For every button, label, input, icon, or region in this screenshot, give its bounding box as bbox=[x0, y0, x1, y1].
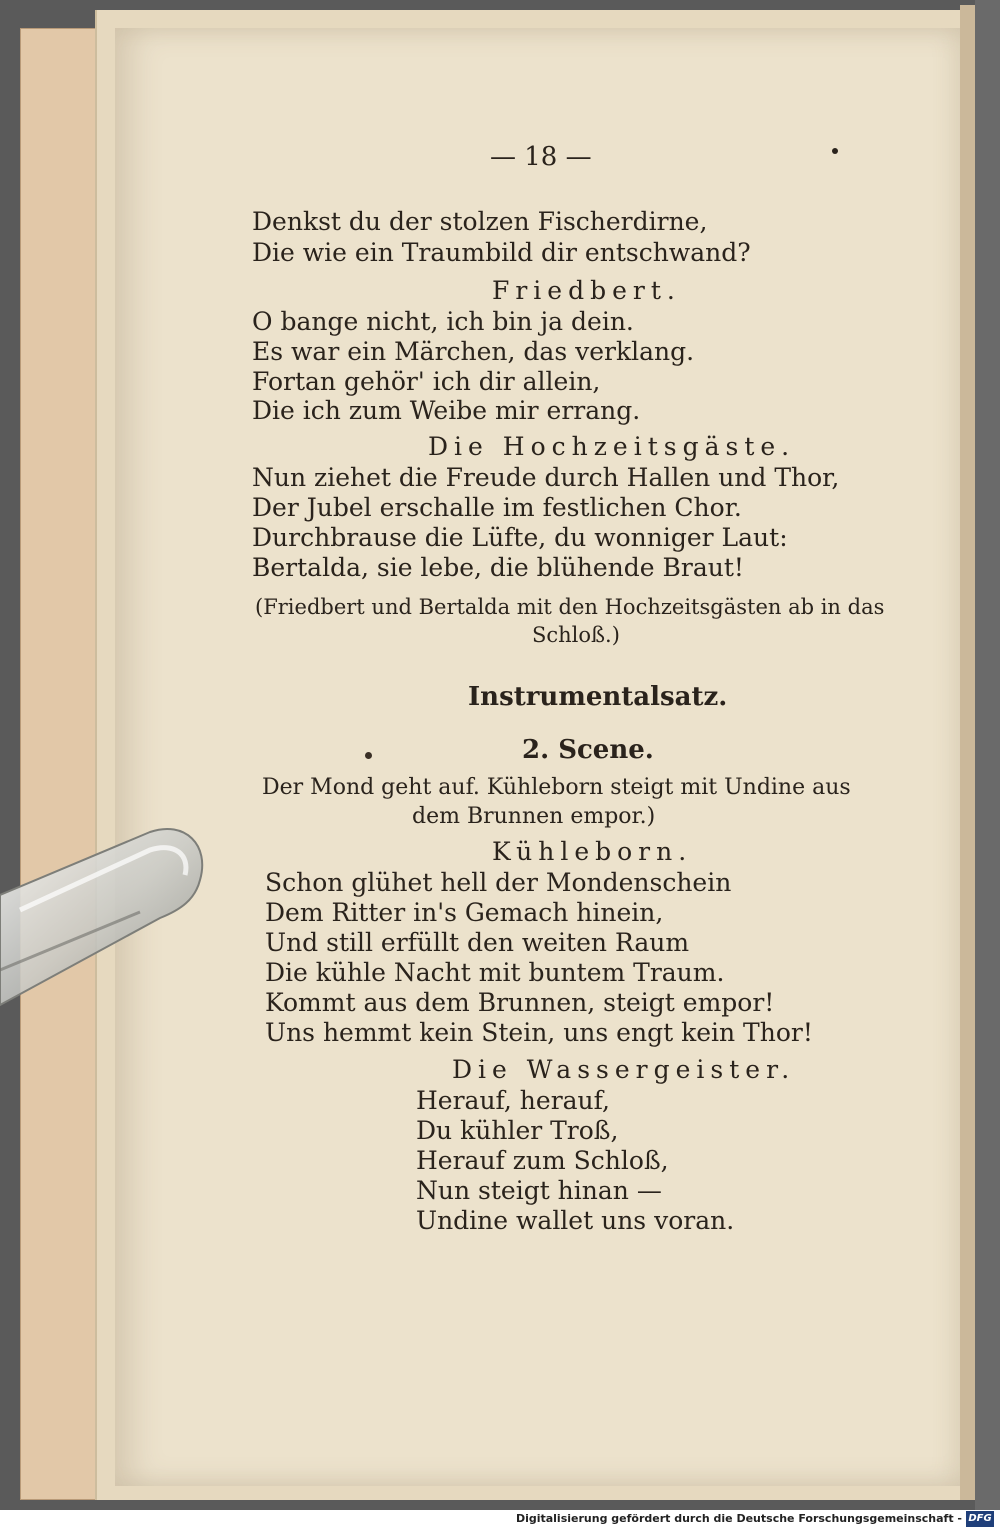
text-line: Herauf, herauf, bbox=[416, 1086, 610, 1115]
stage-direction: (Friedbert und Bertalda mit den Hochzeitsgästen ab in das bbox=[255, 595, 885, 619]
text-line: Die kühle Nacht mit buntem Traum. bbox=[265, 958, 725, 987]
text-line: Bertalda, sie lebe, die blühende Braut! bbox=[252, 553, 744, 582]
speaker-name: Kühleborn. bbox=[492, 837, 693, 866]
text-line: Kommt aus dem Brunnen, steigt empor! bbox=[265, 988, 775, 1017]
footer-credit: Digitalisierung gefördert durch die Deutsche Forschungsgemeinschaft - bbox=[515, 1512, 962, 1525]
text-line: Die wie ein Traumbild dir entschwand? bbox=[252, 238, 751, 267]
stage-direction: Schloß.) bbox=[532, 623, 620, 647]
dfg-logo: DFG bbox=[966, 1511, 994, 1527]
text-line: Der Jubel erschalle im festlichen Chor. bbox=[252, 493, 742, 522]
stage-direction: dem Brunnen empor.) bbox=[412, 804, 656, 829]
page-number: — 18 — bbox=[490, 142, 592, 172]
footer-bar bbox=[0, 1510, 1000, 1530]
text-line: Durchbrause die Lüfte, du wonniger Laut: bbox=[252, 523, 788, 552]
speaker-name: Die Wassergeister. bbox=[452, 1055, 796, 1084]
scan-edge bbox=[975, 0, 1000, 1510]
ink-speck bbox=[365, 752, 372, 759]
text-line: Schon glühet hell der Mondenschein bbox=[265, 868, 732, 897]
text-line: Nun steigt hinan — bbox=[416, 1176, 662, 1205]
text-line: Dem Ritter in's Gemach hinein, bbox=[265, 898, 664, 927]
text-line: Es war ein Märchen, das verklang. bbox=[252, 337, 695, 366]
text-line: Du kühler Troß, bbox=[416, 1116, 619, 1145]
text-line: Fortan gehör' ich dir allein, bbox=[252, 367, 601, 396]
section-heading: Instrumentalsatz. bbox=[468, 682, 728, 712]
text-line: Denkst du der stolzen Fischerdirne, bbox=[252, 207, 708, 236]
text-line: Undine wallet uns voran. bbox=[416, 1206, 735, 1235]
scene-heading: 2. Scene. bbox=[522, 735, 654, 765]
speaker-name: Die Hochzeitsgäste. bbox=[428, 432, 796, 461]
text-line: Uns hemmt kein Stein, uns engt kein Thor! bbox=[265, 1018, 813, 1047]
text-line: Herauf zum Schloß, bbox=[416, 1146, 669, 1175]
glass-page-holder bbox=[0, 800, 220, 1030]
text-line: Die ich zum Weibe mir errang. bbox=[252, 396, 641, 425]
speaker-name: Friedbert. bbox=[492, 276, 681, 305]
text-line: Und still erfüllt den weiten Raum bbox=[265, 928, 690, 957]
ink-dot bbox=[832, 148, 838, 154]
text-line: Nun ziehet die Freude durch Hallen und Thor, bbox=[252, 463, 840, 492]
text-line: O bange nicht, ich bin ja dein. bbox=[252, 307, 634, 336]
stage-direction: Der Mond geht auf. Kühleborn steigt mit Undine aus bbox=[262, 775, 851, 800]
